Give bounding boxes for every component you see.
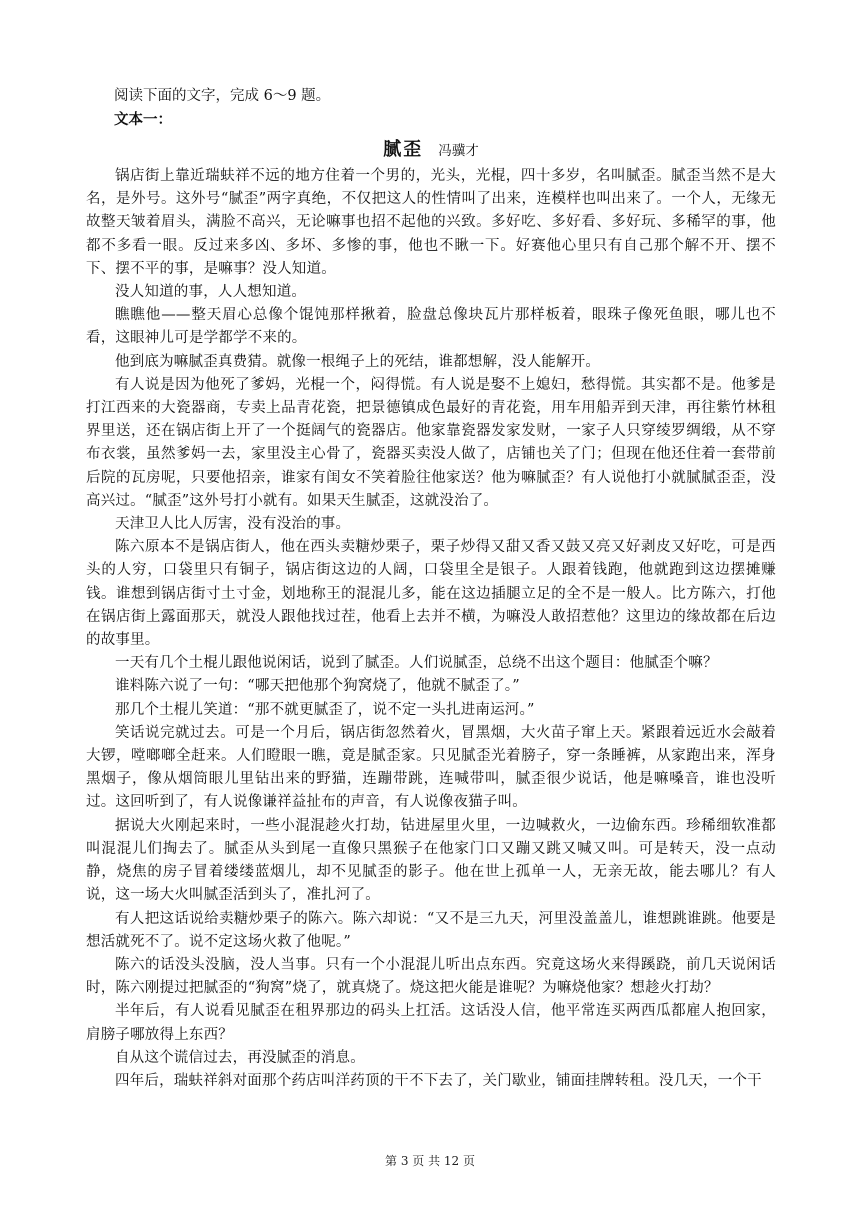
paragraph: 陈六原本不是锅店街人，他在西头卖糖炒栗子，栗子炒得又甜又香又鼓又亮又好剥皮又好吃，可是西头的人穷，口袋里只有铜子，锅店街这边的人阔，口袋里全是银子。人跟着钱跑，他就跑到这边摆摊赚钱。谁想到锅店街寸土寸金，划地称王的混混儿多，能在这边插腿立足的全不是一般人。比方陈六，打他在锅店街上露面那天，就没人跟他找过茬，他看上去并不横，为嘛没人敢招惹他？这里边的缘故都在后边的故事里。 bbox=[86, 539, 776, 649]
text-label: 文本一： bbox=[114, 111, 172, 128]
paragraph: 瞧瞧他——整天眉心总像个馄饨那样揪着，脸盘总像块瓦片那样板着，眼珠子像死鱼眼，哪儿也不看，这眼神儿可是学都学不来的。 bbox=[86, 307, 776, 347]
paragraph: 那几个土棍儿笑道：“那不就更腻歪了，说不定一头扎进南运河。” bbox=[115, 701, 535, 718]
paragraph: 自从这个谎信过去，再没腻歪的消息。 bbox=[115, 1049, 365, 1066]
article-author: 冯骥才 bbox=[438, 143, 479, 159]
paragraph: 陈六的话没头没脑，没人当事。只有一个小混混儿听出点东西。究竟这场火来得蹊跷，前几天说闲话时，陈六刚提过把腻歪的“狗窝”烧了，就真烧了。烧这把火能是谁呢？为嘛烧他家？想趁火打劫？ bbox=[86, 956, 776, 997]
paragraph: 有人把这话说给卖糖炒栗子的陈六。陈六却说：“又不是三九天，河里没盖盖儿，谁想跳谁跳。他要是想活就死不了。说不定这场火救了他呢。” bbox=[86, 910, 776, 950]
reading-instruction: 阅读下面的文字，完成 6～9 题。 bbox=[114, 88, 331, 104]
paragraph: 据说大火刚起来时，一些小混混趁火打劫，钻进屋里火里，一边喊救火，一边偷东西。珍稀细软准都叫混混儿们掏去了。腻歪从头到尾一直像只黑猴子在他家门口又蹦又跳又喊又叫。可是转天，没一点动静，烧焦的房子冒着缕缕蓝烟儿，却不见腻歪的影子。他在世上孤单一人，无亲无故，能去哪儿？有人说，这一场大火叫腻歪活到头了，准扎河了。 bbox=[86, 817, 776, 904]
paragraph: 锅店街上靠近瑞蚨祥不远的地方住着一个男的，光头，光棍，四十多岁，名叫腻歪。腻歪当然不是大名，是外号。这外号“腻歪”两字真绝，不仅把这人的性情叫了出来，连模样也叫出来了。一个人，无缘无故整天皱着眉头，满脸不高兴，无论嘛事也招不起他的兴致。多好吃、多好看、多好玩、多稀罕的事，他都不多看一眼。反过来多凶、多坏、多惨的事，他也不瞅一下。好赛他心里只有自己那个解不开、摆不下、摆不平的事，是嘛事？没人知道。 bbox=[86, 168, 776, 277]
paragraph: 谁料陈六说了一句：“哪天把他那个狗窝烧了，他就不腻歪了。” bbox=[115, 678, 520, 695]
article-body bbox=[86, 165, 776, 1093]
paragraph: 他到底为嘛腻歪真费猜。就像一根绳子上的死结，谁都想解，没人能解开。 bbox=[115, 353, 601, 370]
paragraph: 一天有几个土棍儿跟他说闲话，说到了腻歪。人们说腻歪，总绕不出这个题目：他腻歪个嘛？ bbox=[115, 655, 718, 672]
page-footer: 第 3 页 共 12 页 bbox=[385, 1154, 475, 1168]
paragraph: 有人说是因为他死了爹妈，光棍一个，闷得慌。有人说是娶不上媳妇，愁得慌。其实都不是。他爹是打江西来的大瓷器商，专卖上品青花瓷，把景德镇成色最好的青花瓷，用车用船弄到天津，再往紫竹林租界里送，还在锅店街上开了一个挺阔气的瓷器店。他家靠瓷器发家发财，一家子人只穿绫罗绸缎，从不穿布衣裳，虽然爹妈一去，家里没主心骨了，瓷器买卖没人做了，店铺也关了门；但现在他还住着一套带前后院的瓦房呢，只要他招亲，谁家有闺女不笑着脸往他家送？他为嘛腻歪？有人说他打小就腻腻歪歪，没高兴过。“腻歪”这外号打小就有。如果天生腻歪，这就没治了。 bbox=[86, 376, 776, 509]
paragraph: 没人知道的事，人人想知道。 bbox=[115, 284, 307, 301]
page-content bbox=[86, 84, 776, 1093]
paragraph: 半年后，有人说看见腻歪在租界那边的码头上扛活。这话没人信，他平常连买两西瓜都雇人抱回家，肩膀子哪放得上东西？ bbox=[86, 1003, 776, 1043]
paragraph: 笑话说完就过去。可是一个月后，锅店街忽然着火，冒黑烟，大火苗子窜上天。紧跟着远近水会敲着大锣，嘡啷啷全赶来。人们瞪眼一瞧，竟是腻歪家。只见腻歪光着膀子，穿一条睡裤，从家跑出来，浑身黑烟子，像从烟筒眼儿里钻出来的野猫，连蹦带跳，连喊带叫，腻歪很少说话，他是嘛嗓音，谁也没听过。这回听到了，有人说像谦祥益扯布的声音，有人说像夜猫子叫。 bbox=[86, 724, 776, 811]
paragraph: 四年后，瑞蚨祥斜对面那个药店叫洋药顶的干不下去了，关门歇业，铺面挂牌转租。没几天，一个干 bbox=[115, 1072, 762, 1089]
paragraph: 天津卫人比人厉害，没有没治的事。 bbox=[115, 516, 351, 533]
article-heading bbox=[86, 136, 776, 165]
article-title: 腻歪 bbox=[383, 139, 424, 160]
